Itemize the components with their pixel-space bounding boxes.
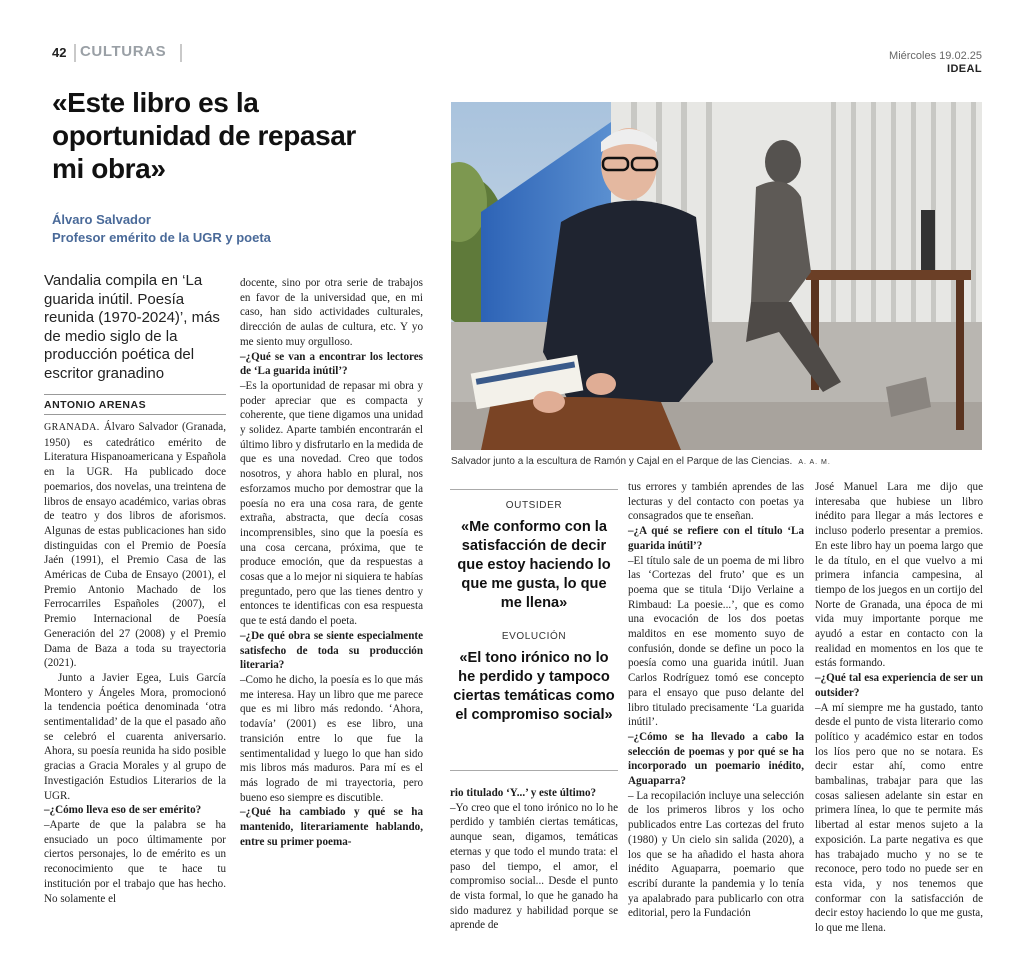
interview-answer: –Yo creo que el tono irónico no lo he perdido y también ciertas temáticas, aunque sean, digamos, temáticas eternas y que todo el mundo trata: el paso del tiempo, el amor, el compromiso social... Desde el punto de vista formal, lo que he ganado ha sido madurez y habilidad porque se aprende de — [450, 801, 618, 932]
article-dek: Vandalia compila en ‘La guarida inútil. Poesía reunida (1970-2024)’, más de medio siglo de la producción poética del escritor granadino — [44, 272, 220, 382]
headline: «Este libro es la oportunidad de repasar mi obra» — [52, 87, 356, 184]
byline: ANTONIO ARENAS — [44, 399, 147, 411]
dateline: GRANADA. — [44, 422, 100, 433]
interview-question: –¿Qué se van a encontrar los lectores de ‘La guarida inútil’? — [240, 350, 423, 378]
interview-answer: –Como he dicho, la poesía es lo que más me interesa. Hay un libro que me parece que es mi libro más redondo. ‘Ahora, todavía’ (2001) es ese libro, una transición entre lo que fue la sentimentalidad y luego lo que han sido mis libros más maduros. Para mí es el más logrado de mi trayectoria, pero bueno eso siempre es discutible. — [240, 673, 423, 804]
section-divider — [180, 44, 182, 62]
caption-text: Salvador junto a la escultura de Ramón y Cajal en el Parque de las Ciencias. — [451, 456, 793, 467]
interview-answer: –A mí siempre me ha gustado, tanto desde el punto de vista literario como político y académico estar en todos los líos pero que no se notara. Es decir estar ahí, como entre bambalinas, trabajar para que las cosas saliesen adelante sin estar en primera línea, lo que te permite más libertad al estar menos sujeto a la exposición. La parte negativa es que has trabajado mucho y no se te reconoce, pero todo no puede ser en esta vida, y nos tenemos que conformar con la satisfacción de decir estoy haciendo lo que me gusta, lo que me llena. — [815, 701, 983, 935]
body-column-5 — [815, 480, 983, 936]
article-photo — [451, 102, 982, 450]
pullquote-label: OUTSIDER — [505, 500, 563, 511]
interview-question: –¿Cómo lleva eso de ser emérito? — [44, 804, 202, 817]
pullquote-text: «Me conformo con la satisfacción de decir que estoy haciendo lo que me gusta, lo que me llena» — [457, 519, 611, 611]
interview-question: rio titulado ‘Y...’ y este último? — [450, 787, 597, 799]
photo-credit: A. A. M. — [798, 459, 831, 466]
interview-question: –¿Qué ha cambiado y qué se ha mantenido, literariamente hablando, entre su primer poema- — [240, 806, 423, 848]
byline-rule — [44, 394, 226, 395]
pullquote-text: «El tono irónico no lo he perdido y tampoco ciertas temáticas como el compromiso social» — [453, 650, 615, 723]
section-name: CULTURAS — [80, 43, 167, 60]
body-paragraph: docente, sino por otra serie de trabajos en favor de la universidad que, en mi caso, han sido actividades culturales, dirección de aulas de cultura, etc. Y yo me siento muy orgulloso. — [240, 277, 423, 348]
photo-illustration — [451, 102, 982, 450]
photo-caption — [451, 456, 982, 467]
interviewee-name: Álvaro Salvador — [52, 212, 151, 227]
body-column-4 — [628, 480, 804, 921]
interview-answer: –Es la oportunidad de repasar mi obra y poder apreciar que es compacta y coherente, que tiene digamos una unidad y solidez. Aparte también encontrarán el último libro y disfrutarlo en la medida de que es una novedad. Creo que todos nosotros, y ahora hablo en plural, nos esforzamos mucho por demostrar que la poesía no era una cosa rara, de gente extraña, abstracta, que decía cosas incomprensibles, sino que la poesía es una cosa cercana, próxima, que te produce emoción, que da respuestas a cosas que a lo mejor ni siquiera te habías preguntado, pero que las tienes dentro y entonces te identificas con esa respuesta que te está dando el poeta. — [240, 379, 423, 628]
section-divider — [74, 44, 76, 62]
interview-answer: –Aparte de que la palabra se ha ensuciado un poco últimamente por ciertos personajes, lo de emérito es un reconocimiento que te hace tu institución por el trabajo que has hecho. No solamente el — [44, 818, 226, 905]
interview-question: –¿A qué se refiere con el título ‘La guarida inútil’? — [628, 525, 804, 552]
interview-question: –¿De qué obra se siente especialmente satisfecho de toda su producción literaria? — [240, 629, 423, 672]
byline-rule — [44, 414, 226, 415]
body-column-1 — [44, 420, 226, 906]
issue-date: Miércoles 19.02.25 — [889, 50, 982, 62]
pullquote-rule — [450, 489, 618, 490]
body-paragraph: tus errores y también aprendes de las lecturas y del contacto con poetas ya consagrados que te enseñan. — [628, 481, 804, 523]
page-number: 42 — [52, 45, 67, 60]
interview-question: –¿Qué tal esa experiencia de ser un outsider? — [815, 672, 983, 699]
body-paragraph: Junto a Javier Egea, Luis García Montero y Ángeles Mora, promocionó la tendencia poética denominada ‘otra sentimentalidad’ de la que el pasado año se celebró el cuarenta aniversario. Ahora, su poesía reunida ha sido posible gracias a Gracia Morales y al grupo de Investigación Estudios Literarios de la UGR. — [44, 671, 226, 802]
body-paragraph: Álvaro Salvador (Granada, 1950) es catedrático emérito de Literatura Hispanoamericana y Española en la UGR. Ha publicado doce poemarios, dos novelas, una treintena de libros de ensayo académico, varias obras de teatro y dos libros de aforismos. Algunas de estas publicaciones han sido distinguidas con el Premio de Poesía Jaén (1991), el Premio Casa de las Américas de Cuba de Ensayo (2001), el Premio Antonio Machado de los Ferrocarriles Españoles (2007), el Premio Internacional de Poesía Generación del 27 (2008) y el Premio Dama de Baza a toda su trayectoria (2021). — [44, 421, 227, 670]
body-column-3 — [450, 786, 618, 933]
newspaper-name: IDEAL — [947, 63, 982, 75]
interview-answer: – La recopilación incluye una selección de los primeros libros y los ocho publicados entre Las cortezas del fruto (1980) y Un cielo sin salida (2020), a los que se ha añadido el hasta ahora inédito Aguaparra, poemario que escribí durante la pandemia y lo tenía ya apalabrado para publicarlo con otra editorial, pero la Fundación — [628, 789, 804, 920]
pullquote-rule — [450, 770, 618, 771]
body-column-2 — [240, 276, 423, 849]
interview-question: –¿Cómo se ha llevado a cabo la selección de poemas y por qué se ha incorporado un poemario inédito, Aguaparra? — [628, 730, 804, 788]
pullquote-label: EVOLUCIÓN — [501, 631, 567, 642]
body-paragraph: José Manuel Lara me dijo que interesaba que hubiese un libro inédito para llegar a más lectores e incluso poderlo presentar a premios. En este libro hay un poema largo que le da título, en el que vuelvo a mi primera infancia campesina, al tiempo de los juegos en un cortijo del Norte de Granada, una época de mi vida muy importante porque me ayudó a estar en contacto con la realidad en momentos en los que te estás formando. — [815, 481, 983, 670]
interviewee-role: Profesor emérito de la UGR y poeta — [52, 230, 271, 245]
interview-answer: –El título sale de un poema de mi libro las ‘Cortezas del fruto’ que es un poema que se titula ‘Dijo Verlaine a Rimbaud: La poesie...’, que es como una evocación de los dos poetas malditos en ese momento suyo de confusión, donde se define un poco la poesía como una guarida inútil. Juan Carlos Rodríguez tomó ese concepto para el ensayo que puso delante del libro titulado precisamente ‘La guarida inútil’. — [628, 554, 804, 729]
